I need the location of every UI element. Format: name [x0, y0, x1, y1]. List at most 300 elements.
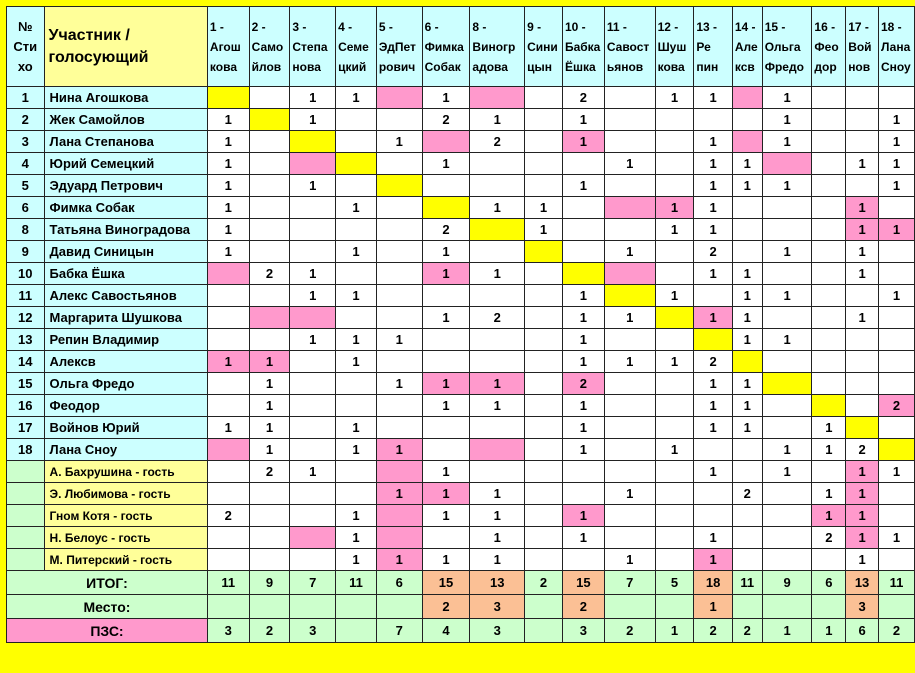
vote-cell: 1: [846, 549, 879, 571]
place-row: [7, 595, 915, 619]
vote-cell: 1: [762, 87, 812, 109]
vote-cell: [604, 219, 655, 241]
vote-cell: 1: [290, 461, 336, 483]
vote-cell: 1: [846, 263, 879, 285]
vote-cell: [376, 527, 422, 549]
vote-cell: 1: [422, 549, 470, 571]
vote-cell: [655, 461, 694, 483]
vote-cell: 1: [846, 483, 879, 505]
pzs-cell: 6: [846, 619, 879, 643]
vote-cell: 2: [470, 307, 525, 329]
header-poem-15: 16 - Фео дор: [812, 7, 846, 87]
vote-cell: 1: [878, 175, 914, 197]
vote-cell: [812, 241, 846, 263]
vote-cell: 2: [562, 373, 604, 395]
vote-cell: [762, 351, 812, 373]
vote-cell: [732, 131, 762, 153]
vote-cell: 1: [694, 373, 733, 395]
vote-cell: 1: [762, 461, 812, 483]
header-poem-14: 15 - Ольга Фредо: [762, 7, 812, 87]
pzs-cell: 7: [376, 619, 422, 643]
vote-cell: [655, 241, 694, 263]
vote-cell: 1: [562, 417, 604, 439]
vote-cell: [525, 153, 563, 175]
vote-cell: 1: [562, 175, 604, 197]
vote-cell: [762, 549, 812, 571]
vote-cell: [207, 285, 249, 307]
vote-cell: [655, 263, 694, 285]
vote-cell: 1: [562, 395, 604, 417]
guest-name: М. Питерский - гость: [44, 549, 207, 571]
vote-cell: [290, 219, 336, 241]
vote-cell: [336, 483, 377, 505]
pzs-cell: 1: [812, 619, 846, 643]
vote-cell: 1: [732, 285, 762, 307]
vote-cell: 1: [762, 241, 812, 263]
row-number: 8: [7, 219, 45, 241]
vote-cell: 2: [694, 241, 733, 263]
vote-cell: [525, 373, 563, 395]
pzs-cell: 3: [470, 619, 525, 643]
vote-cell: 1: [878, 285, 914, 307]
vote-cell: [604, 461, 655, 483]
vote-cell: 1: [562, 505, 604, 527]
vote-cell: 1: [846, 153, 879, 175]
vote-cell: [694, 505, 733, 527]
vote-cell: 1: [290, 285, 336, 307]
vote-cell: 2: [422, 109, 470, 131]
vote-cell: [290, 307, 336, 329]
vote-cell: 1: [878, 527, 914, 549]
header-poem-17: 18 - Лана Сноу: [878, 7, 914, 87]
vote-cell: 1: [694, 417, 733, 439]
row-number: 5: [7, 175, 45, 197]
row-number: 18: [7, 439, 45, 461]
vote-cell: [812, 395, 846, 417]
vote-cell: [336, 395, 377, 417]
vote-cell: 1: [694, 395, 733, 417]
vote-cell: 1: [655, 285, 694, 307]
vote-cell: [878, 87, 914, 109]
vote-cell: 1: [812, 439, 846, 461]
vote-cell: [812, 307, 846, 329]
vote-cell: 1: [336, 241, 377, 263]
vote-cell: [732, 351, 762, 373]
vote-cell: 2: [732, 483, 762, 505]
vote-cell: [290, 197, 336, 219]
place-cell: [249, 595, 290, 619]
vote-cell: 1: [562, 131, 604, 153]
vote-cell: [376, 285, 422, 307]
vote-cell: [812, 153, 846, 175]
vote-cell: [249, 87, 290, 109]
row-number: 3: [7, 131, 45, 153]
header-poem-2: 2 - Само йлов: [249, 7, 290, 87]
vote-cell: 1: [249, 373, 290, 395]
header-poem-11: 12 - Шуш кова: [655, 7, 694, 87]
vote-cell: 2: [422, 219, 470, 241]
vote-cell: 1: [290, 109, 336, 131]
vote-cell: 1: [336, 285, 377, 307]
vote-cell: 1: [336, 505, 377, 527]
participant-row: [7, 109, 915, 131]
vote-cell: [812, 219, 846, 241]
vote-cell: [207, 483, 249, 505]
vote-cell: [878, 263, 914, 285]
vote-cell: [732, 109, 762, 131]
participant-row: [7, 197, 915, 219]
vote-cell: [525, 351, 563, 373]
vote-cell: [290, 483, 336, 505]
vote-cell: 1: [207, 197, 249, 219]
vote-cell: 1: [655, 87, 694, 109]
vote-cell: [470, 329, 525, 351]
row-number: [7, 483, 45, 505]
vote-cell: 1: [470, 483, 525, 505]
vote-cell: [562, 153, 604, 175]
total-row: [7, 571, 915, 595]
participant-name: Татьяна Виноградова: [44, 219, 207, 241]
header-row: [7, 7, 915, 87]
participant-row: [7, 417, 915, 439]
participant-row: [7, 175, 915, 197]
table-body: [7, 7, 915, 643]
vote-cell: [846, 351, 879, 373]
header-poem-4: 4 - Семе цкий: [336, 7, 377, 87]
row-number: [7, 549, 45, 571]
vote-cell: [525, 285, 563, 307]
vote-cell: [376, 197, 422, 219]
pzs-cell: 3: [207, 619, 249, 643]
total-cell: 5: [655, 571, 694, 595]
vote-cell: [207, 87, 249, 109]
pzs-cell: 1: [762, 619, 812, 643]
participant-name: Репин Владимир: [44, 329, 207, 351]
vote-cell: 1: [655, 439, 694, 461]
vote-cell: [525, 395, 563, 417]
place-cell: 2: [562, 595, 604, 619]
row-number: 6: [7, 197, 45, 219]
guest-row: [7, 505, 915, 527]
guest-row: [7, 527, 915, 549]
total-cell: 15: [422, 571, 470, 595]
vote-cell: [762, 483, 812, 505]
vote-cell: [376, 87, 422, 109]
vote-cell: 1: [562, 527, 604, 549]
vote-cell: [249, 219, 290, 241]
vote-cell: 1: [604, 483, 655, 505]
vote-cell: [694, 439, 733, 461]
pzs-cell: 2: [878, 619, 914, 643]
place-cell: [655, 595, 694, 619]
participant-name: Маргарита Шушкова: [44, 307, 207, 329]
vote-cell: 1: [812, 483, 846, 505]
vote-cell: 1: [694, 131, 733, 153]
vote-cell: 1: [562, 307, 604, 329]
vote-cell: [562, 461, 604, 483]
vote-cell: [290, 549, 336, 571]
vote-cell: [249, 175, 290, 197]
vote-cell: 1: [562, 351, 604, 373]
vote-cell: [878, 439, 914, 461]
vote-cell: 1: [376, 329, 422, 351]
vote-cell: [249, 197, 290, 219]
row-number: 2: [7, 109, 45, 131]
vote-cell: 1: [525, 219, 563, 241]
vote-cell: [812, 197, 846, 219]
vote-cell: [422, 417, 470, 439]
vote-cell: [846, 395, 879, 417]
vote-cell: 1: [470, 549, 525, 571]
vote-cell: [762, 395, 812, 417]
vote-cell: 1: [470, 263, 525, 285]
participant-row: [7, 219, 915, 241]
vote-cell: [422, 131, 470, 153]
place-cell: [762, 595, 812, 619]
vote-cell: 1: [336, 439, 377, 461]
vote-cell: 1: [846, 307, 879, 329]
vote-cell: [812, 109, 846, 131]
vote-cell: 1: [376, 549, 422, 571]
vote-cell: [878, 351, 914, 373]
participant-row: [7, 439, 915, 461]
vote-cell: [762, 197, 812, 219]
vote-cell: 1: [694, 461, 733, 483]
vote-cell: [878, 373, 914, 395]
vote-cell: 1: [207, 241, 249, 263]
row-number: 14: [7, 351, 45, 373]
vote-cell: 1: [336, 417, 377, 439]
vote-cell: 1: [604, 307, 655, 329]
row-number: 13: [7, 329, 45, 351]
vote-cell: [336, 373, 377, 395]
vote-cell: [694, 285, 733, 307]
vote-cell: 1: [525, 197, 563, 219]
vote-cell: 1: [694, 263, 733, 285]
participant-name: Эдуард Петрович: [44, 175, 207, 197]
vote-cell: [846, 109, 879, 131]
vote-cell: [604, 373, 655, 395]
row-number: [7, 527, 45, 549]
guest-name: Гном Котя - гость: [44, 505, 207, 527]
place-cell: [207, 595, 249, 619]
vote-cell: [525, 549, 563, 571]
vote-cell: [290, 241, 336, 263]
vote-cell: 1: [562, 285, 604, 307]
participant-name: Феодор: [44, 395, 207, 417]
vote-cell: [470, 351, 525, 373]
vote-cell: 1: [604, 153, 655, 175]
vote-cell: [249, 109, 290, 131]
vote-cell: 1: [470, 373, 525, 395]
voting-table: [6, 6, 915, 643]
header-num: № Сти хо: [7, 7, 45, 87]
vote-cell: 2: [207, 505, 249, 527]
vote-cell: [376, 109, 422, 131]
vote-cell: [422, 527, 470, 549]
vote-cell: [762, 263, 812, 285]
vote-cell: [422, 197, 470, 219]
vote-cell: 1: [812, 417, 846, 439]
vote-cell: [290, 131, 336, 153]
pzs-cell: [525, 619, 563, 643]
vote-cell: [562, 549, 604, 571]
vote-cell: 1: [694, 549, 733, 571]
header-poem-9: 10 - Бабка Ёшка: [562, 7, 604, 87]
vote-cell: [290, 505, 336, 527]
vote-cell: 1: [422, 241, 470, 263]
vote-cell: 1: [290, 175, 336, 197]
vote-cell: [732, 527, 762, 549]
total-cell: 7: [290, 571, 336, 595]
row-number: 10: [7, 263, 45, 285]
vote-cell: 2: [562, 87, 604, 109]
guest-name: А. Бахрушина - гость: [44, 461, 207, 483]
pzs-cell: [336, 619, 377, 643]
vote-cell: [525, 461, 563, 483]
vote-cell: [732, 197, 762, 219]
total-cell: 7: [604, 571, 655, 595]
row-number: [7, 461, 45, 483]
participant-name: Лана Степанова: [44, 131, 207, 153]
vote-cell: [525, 527, 563, 549]
vote-cell: 1: [604, 549, 655, 571]
vote-cell: [249, 549, 290, 571]
vote-cell: [846, 131, 879, 153]
vote-cell: [336, 131, 377, 153]
participant-row: [7, 285, 915, 307]
vote-cell: 1: [846, 461, 879, 483]
place-cell: [878, 595, 914, 619]
total-cell: 6: [812, 571, 846, 595]
pzs-cell: 4: [422, 619, 470, 643]
vote-cell: 1: [207, 131, 249, 153]
vote-cell: 1: [762, 131, 812, 153]
vote-cell: [878, 241, 914, 263]
vote-cell: [878, 549, 914, 571]
vote-cell: 1: [762, 175, 812, 197]
vote-cell: [655, 109, 694, 131]
vote-cell: [470, 285, 525, 307]
vote-cell: 1: [249, 395, 290, 417]
vote-cell: 1: [376, 373, 422, 395]
vote-cell: [812, 87, 846, 109]
header-poem-7: 8 - Виногр адова: [470, 7, 525, 87]
vote-cell: [470, 439, 525, 461]
vote-cell: 1: [207, 219, 249, 241]
participant-name: Лана Сноу: [44, 439, 207, 461]
pzs-label: ПЗС:: [7, 619, 208, 643]
vote-cell: [525, 175, 563, 197]
vote-cell: [249, 307, 290, 329]
vote-cell: 1: [878, 219, 914, 241]
vote-cell: [655, 395, 694, 417]
vote-cell: [878, 307, 914, 329]
vote-cell: [812, 285, 846, 307]
vote-cell: [846, 285, 879, 307]
vote-cell: [207, 307, 249, 329]
vote-cell: 1: [762, 329, 812, 351]
vote-cell: [422, 351, 470, 373]
vote-cell: [732, 219, 762, 241]
row-number: 4: [7, 153, 45, 175]
vote-cell: [655, 417, 694, 439]
vote-cell: [249, 505, 290, 527]
vote-cell: [604, 417, 655, 439]
row-number: 12: [7, 307, 45, 329]
vote-cell: 1: [762, 109, 812, 131]
vote-cell: [470, 175, 525, 197]
row-number: 9: [7, 241, 45, 263]
participant-row: [7, 87, 915, 109]
vote-cell: 1: [732, 329, 762, 351]
vote-cell: [525, 263, 563, 285]
vote-cell: 1: [732, 263, 762, 285]
vote-cell: [812, 263, 846, 285]
vote-cell: 2: [470, 131, 525, 153]
vote-cell: 1: [249, 351, 290, 373]
vote-cell: 1: [604, 241, 655, 263]
vote-cell: 1: [655, 219, 694, 241]
vote-cell: [525, 329, 563, 351]
place-cell: 2: [422, 595, 470, 619]
row-number: 16: [7, 395, 45, 417]
vote-cell: [376, 417, 422, 439]
vote-cell: [249, 329, 290, 351]
vote-cell: [604, 197, 655, 219]
total-cell: 11: [336, 571, 377, 595]
vote-cell: [655, 307, 694, 329]
vote-cell: 1: [562, 439, 604, 461]
pzs-cell: 1: [655, 619, 694, 643]
vote-cell: [207, 263, 249, 285]
vote-cell: 1: [878, 153, 914, 175]
vote-cell: [655, 131, 694, 153]
vote-cell: [470, 153, 525, 175]
vote-cell: [812, 351, 846, 373]
vote-cell: 1: [336, 527, 377, 549]
vote-cell: [604, 175, 655, 197]
vote-cell: [812, 549, 846, 571]
vote-cell: 1: [846, 219, 879, 241]
vote-cell: [812, 461, 846, 483]
guest-row: [7, 461, 915, 483]
vote-cell: 1: [376, 131, 422, 153]
vote-cell: [812, 373, 846, 395]
vote-cell: [562, 241, 604, 263]
vote-cell: [762, 505, 812, 527]
pzs-cell: 3: [290, 619, 336, 643]
participant-name: Давид Синицын: [44, 241, 207, 263]
vote-cell: [604, 329, 655, 351]
participant-name: Жек Самойлов: [44, 109, 207, 131]
vote-cell: [762, 307, 812, 329]
vote-cell: 1: [422, 461, 470, 483]
vote-cell: 1: [336, 197, 377, 219]
vote-cell: [812, 175, 846, 197]
place-label: Место:: [7, 595, 208, 619]
header-poem-1: 1 - Агош кова: [207, 7, 249, 87]
vote-cell: 2: [249, 263, 290, 285]
vote-cell: [470, 219, 525, 241]
vote-cell: [604, 263, 655, 285]
vote-cell: 1: [207, 109, 249, 131]
participant-name: Войнов Юрий: [44, 417, 207, 439]
vote-cell: 1: [207, 417, 249, 439]
vote-cell: [249, 483, 290, 505]
vote-cell: [812, 329, 846, 351]
vote-cell: 2: [846, 439, 879, 461]
